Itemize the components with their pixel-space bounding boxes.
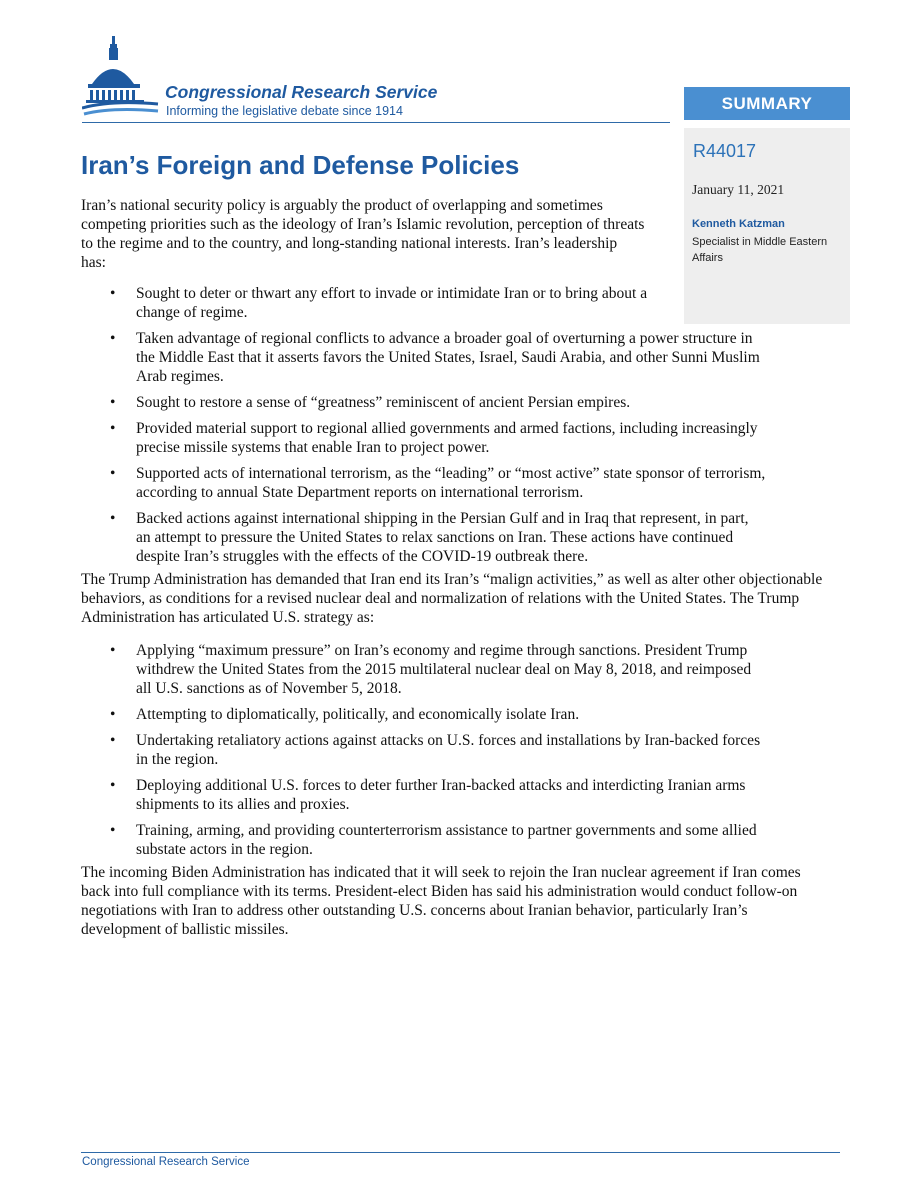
intro-paragraph: Iran’s national security policy is arguably the product of overlapping and sometimes competing priorities such as the ideology of Iran’s Islamic revolution, perception of threats to the regime and to the country, and long-standing national interests. Iran’s leadership has: bbox=[81, 197, 645, 271]
list-item: • Training, arming, and providing counterterrorism assistance to partner governments and some allied substate actors in the region. bbox=[81, 821, 766, 859]
list-item: • Sought to deter or thwart any effort to invade or intimidate Iran or to bring about a change of regime. bbox=[81, 284, 671, 322]
capitol-dome-icon bbox=[82, 34, 162, 122]
header-divider bbox=[82, 122, 670, 123]
list-item: • Supported acts of international terrorism, as the “leading” or “most active” state sponsor of terrorism, according to annual State Department reports on international terrorism. bbox=[81, 464, 766, 502]
summary-tab: SUMMARY bbox=[684, 87, 850, 120]
trump-paragraph: The Trump Administration has demanded that Iran end its Iran’s “malign activities,” as well as alter other objectionable behaviors, as conditions for a revised nuclear deal and normalization of relations with the United States. The Trump Administration has articulated U.S. strategy as: bbox=[81, 571, 823, 626]
footer-divider bbox=[81, 1152, 840, 1153]
list-item: • Sought to restore a sense of “greatness” reminiscent of ancient Persian empires. bbox=[81, 393, 766, 412]
list-item: • Backed actions against international shipping in the Persian Gulf and in Iraq that represent, in part, an attempt to pressure the United States to relax sanctions on Iran. These actions have continued despite Iran’s struggles with the effects of the COVID-19 outbreak there. bbox=[81, 509, 766, 566]
org-tagline: Informing the legislative debate since 1914 bbox=[166, 104, 403, 118]
crs-logo bbox=[82, 34, 482, 124]
author-name: Kenneth Katzman bbox=[692, 218, 785, 230]
list-item: • Undertaking retaliatory actions against attacks on U.S. forces and installations by Iran-backed forces in the region. bbox=[81, 731, 766, 769]
biden-paragraph: The incoming Biden Administration has indicated that it will seek to rejoin the Iran nuclear agreement if Iran comes back into full compliance with its terms. President-elect Biden has said his administration would conduct follow-on negotiations with Iran to address other outstanding U.S. concerns about Iranian behavior, particularly Iran’s development of ballistic missiles. bbox=[81, 864, 801, 938]
footer-text: Congressional Research Service bbox=[82, 1156, 250, 1168]
org-name: Congressional Research Service bbox=[165, 82, 438, 102]
author-title: Specialist in Middle Eastern Affairs bbox=[692, 236, 828, 264]
page-title: Iran’s Foreign and Defense Policies bbox=[81, 150, 520, 180]
report-number: R44017 bbox=[693, 141, 757, 161]
summary-body bbox=[81, 196, 826, 939]
leadership-list bbox=[81, 284, 826, 566]
list-item: • Applying “maximum pressure” on Iran’s economy and regime through sanctions. President Trump withdrew the United States from the 2015 multilateral nuclear deal on May 8, 2018, and reimposed all U.S. sanctions as of November 5, 2018. bbox=[81, 641, 766, 698]
report-date: January 11, 2021 bbox=[692, 182, 785, 197]
strategy-list bbox=[81, 641, 826, 859]
list-item: • Deploying additional U.S. forces to deter further Iran-backed attacks and interdicting Iranian arms shipments to its allies and proxies. bbox=[81, 776, 766, 814]
list-item: • Provided material support to regional allied governments and armed factions, including increasingly precise missile systems that enable Iran to project power. bbox=[81, 419, 766, 457]
list-item: • Taken advantage of regional conflicts to advance a broader goal of overturning a power structure in the Middle East that it asserts favors the United States, Israel, Saudi Arabia, and other Sunni Muslim Arab regimes. bbox=[81, 329, 766, 386]
list-item: • Attempting to diplomatically, politically, and economically isolate Iran. bbox=[81, 705, 766, 724]
